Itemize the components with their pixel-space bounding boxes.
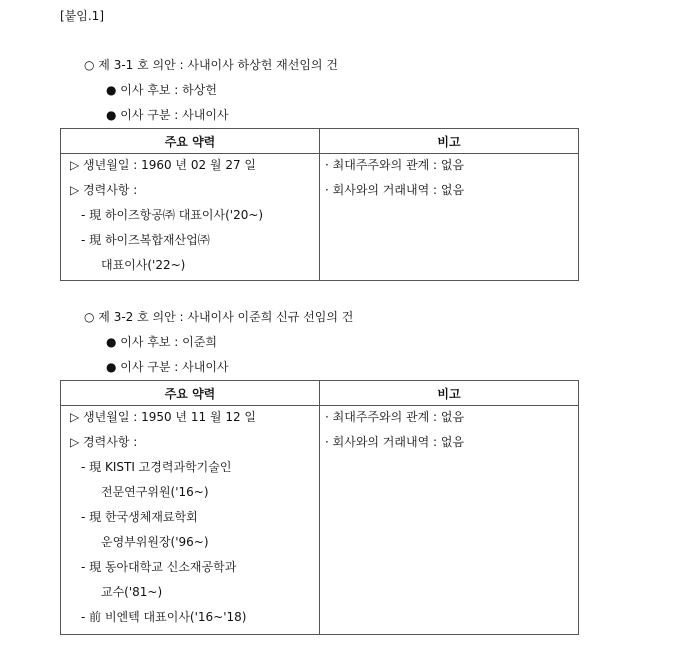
career-table-3-1 (60, 128, 579, 281)
category-line-3-2: ● 이사 구분 : 사내이사 (106, 360, 229, 374)
agenda-title-3-1: ○ 제 3-1 호 의안 : 사내이사 하상헌 재선임의 건 (84, 58, 338, 72)
career-line: - 現 동아대학교 신소재공학과 (81, 560, 237, 574)
remark-line: · 회사와의 거래내역 : 없음 (325, 435, 465, 449)
career-table-3-2 (60, 380, 579, 635)
career-line: - 前 비엔텍 대표이사('16~'18) (81, 610, 247, 624)
career-line: - 現 한국생체재료학회 (81, 510, 198, 524)
remark-line: · 회사와의 거래내역 : 없음 (325, 183, 465, 197)
attachment-label: [붙임.1] (60, 9, 104, 23)
career-line: 대표이사('22~) (101, 258, 186, 272)
header-remarks: 비고 (320, 129, 579, 154)
agenda-title-3-2: ○ 제 3-2 호 의안 : 사내이사 이준희 신규 선임의 건 (84, 310, 354, 324)
candidate-line-3-1: ● 이사 후보 : 하상헌 (106, 83, 217, 97)
remark-line: · 최대주주와의 관계 : 없음 (325, 410, 465, 424)
career-line: ▷ 생년월일 : 1960 년 02 월 27 일 (70, 158, 257, 172)
remark-line: · 최대주주와의 관계 : 없음 (325, 158, 465, 172)
career-line: 전문연구위원('16~) (101, 485, 209, 499)
career-line: - 現 하이즈항공㈜ 대표이사('20~) (81, 208, 264, 222)
header-career: 주요 약력 (61, 129, 320, 154)
career-line: 운영부위원장('96~) (101, 535, 209, 549)
header-remarks: 비고 (320, 381, 579, 406)
career-line: - 現 하이즈복합재산업㈜ (81, 233, 210, 247)
candidate-line-3-2: ● 이사 후보 : 이준희 (106, 335, 217, 349)
category-line-3-1: ● 이사 구분 : 사내이사 (106, 108, 229, 122)
career-line: ▷ 생년월일 : 1950 년 11 월 12 일 (70, 410, 257, 424)
career-line: - 現 KISTI 고경력과학기술인 (81, 460, 232, 474)
career-line: ▷ 경력사항 : (70, 183, 138, 197)
header-career: 주요 약력 (61, 381, 320, 406)
career-line: ▷ 경력사항 : (70, 435, 138, 449)
career-line: 교수('81~) (101, 585, 163, 599)
